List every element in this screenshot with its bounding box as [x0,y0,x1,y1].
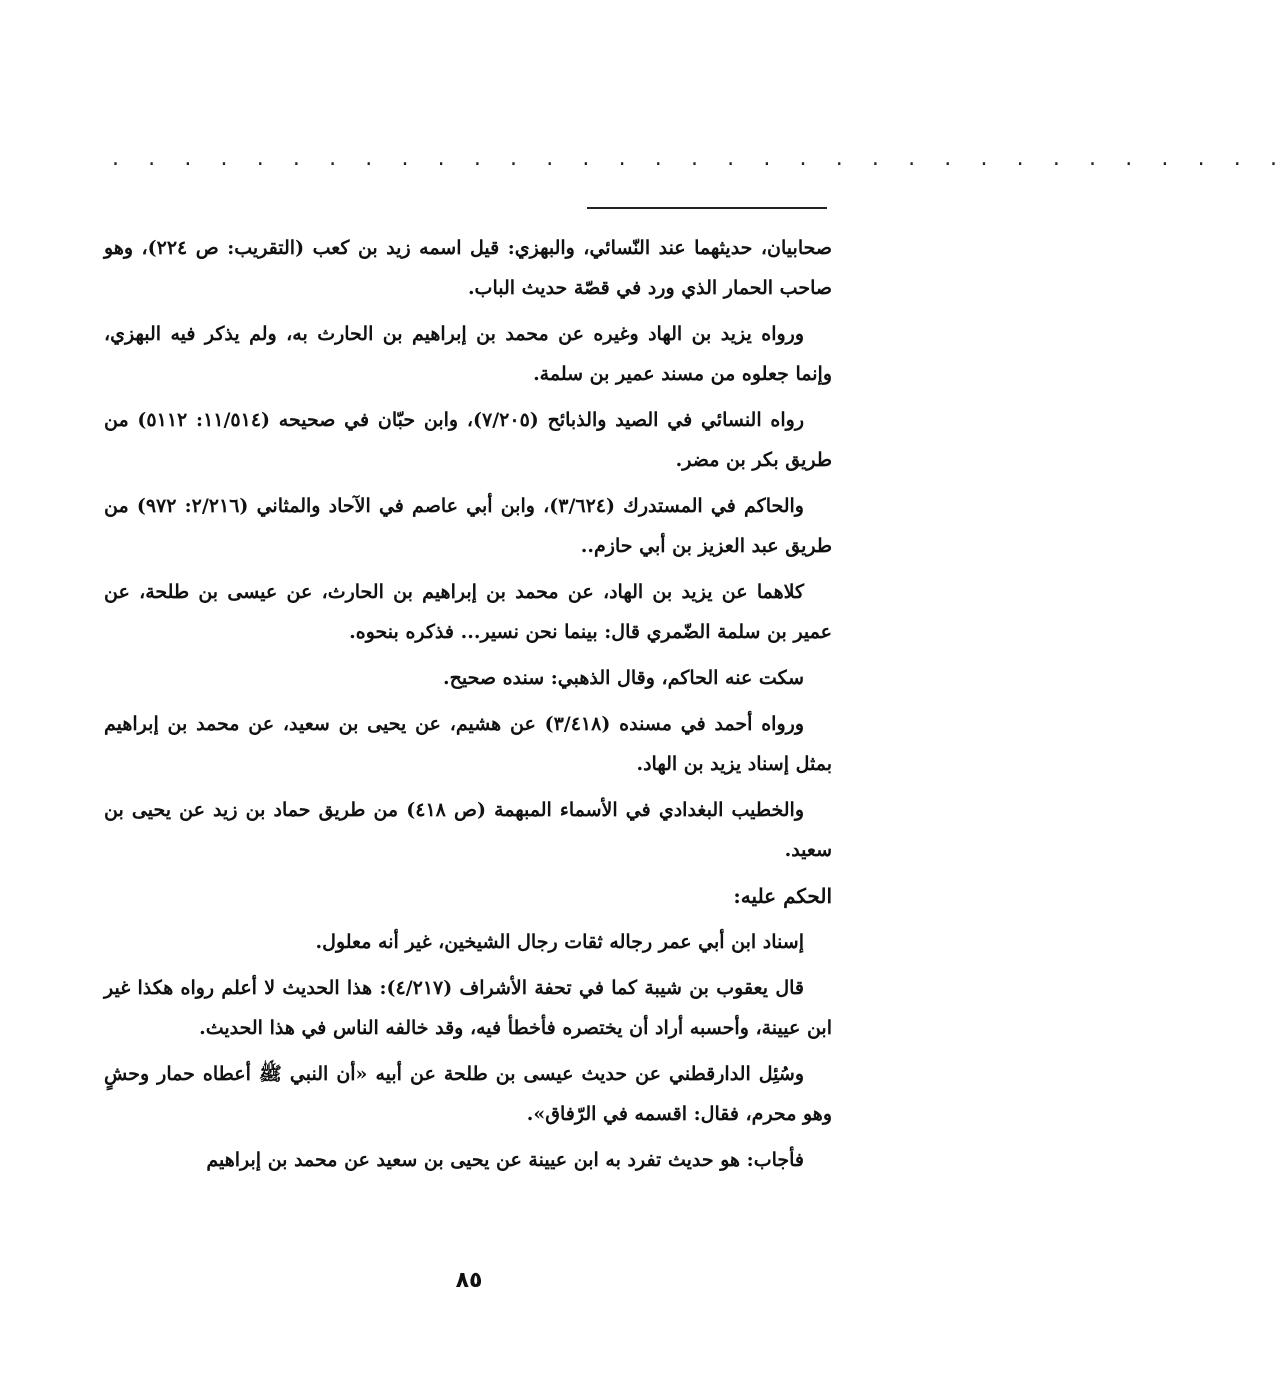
page-number: ٨٥ [455,1268,483,1293]
separator-dots: . . . . . . . . . . . . . . . . . . . . . . . . . . . . . . . . . [112,146,1288,171]
paragraph: إسناد ابن أبي عمر رجاله ثقات رجال الشيخين، غير أنه معلول. [315,931,804,953]
paragraph: رواه النسائي في الصيد والذبائح (٧/٢٠٥)، وابن حبّان في صحيحه (١١/٥١٤: ٥١١٢) من طريق بكر بن مضر. [104,409,832,471]
paragraph: قال يعقوب بن شيبة كما في تحفة الأشراف (٤/٢١٧): هذا الحديث لا أعلم رواه هكذا غير ابن عيينة، وأحسبه أراد أن يختصره فأخطأ فيه، وقد خالفه الناس في هذا الحديث. [104,977,832,1039]
paragraph: فأجاب: هو حديث تفرد به ابن عيينة عن يحيى بن سعيد عن محمد بن إبراهيم [206,1149,804,1171]
section-heading: الحكم عليه: [733,884,832,908]
paragraph: ورواه يزيد بن الهاد وغيره عن محمد بن إبراهيم بن الحارث به، ولم يذكر فيه البهزي، وإنما جعلوه من مسند عمير بن سلمة. [104,323,832,385]
footnote-text [104,228,832,1186]
paragraph: والخطيب البغدادي في الأسماء المبهمة (ص ٤١٨) من طريق حماد بن زيد عن يحيى بن سعيد. [104,799,832,861]
paragraph: والحاكم في المستدرك (٣/٦٢٤)، وابن أبي عاصم في الآحاد والمثاني (٢/٢١٦: ٩٧٢) من طريق عبد العزيز بن أبي حازم.. [104,495,832,557]
paragraph: سكت عنه الحاكم، وقال الذهبي: سنده صحيح. [442,667,804,689]
footnote-rule [587,207,827,209]
paragraph: صحابيان، حديثهما عند النّسائي، والبهزي: قيل اسمه زيد بن كعب (التقريب: ص ٢٢٤)، وهو صاحب الحمار الذي ورد في قصّة حديث الباب. [104,237,833,299]
paragraph: كلاهما عن يزيد بن الهاد، عن محمد بن إبراهيم بن الحارث، عن عيسى بن طلحة، عن عمير بن سلمة الضّمري قال: بينما نحن نسير... فذكره بنحوه. [104,581,832,643]
paragraph: ورواه أحمد في مسنده (٣/٤١٨) عن هشيم، عن يحيى بن سعيد، عن محمد بن إبراهيم بمثل إسناد يزيد بن الهاد. [104,713,832,775]
paragraph: وسُئِل الدارقطني عن حديث عيسى بن طلحة عن أبيه «أن النبي ﷺ أعطاه حمار وحشٍ وهو محرم، فقال: اقسمه في الرّفاق». [104,1063,832,1125]
